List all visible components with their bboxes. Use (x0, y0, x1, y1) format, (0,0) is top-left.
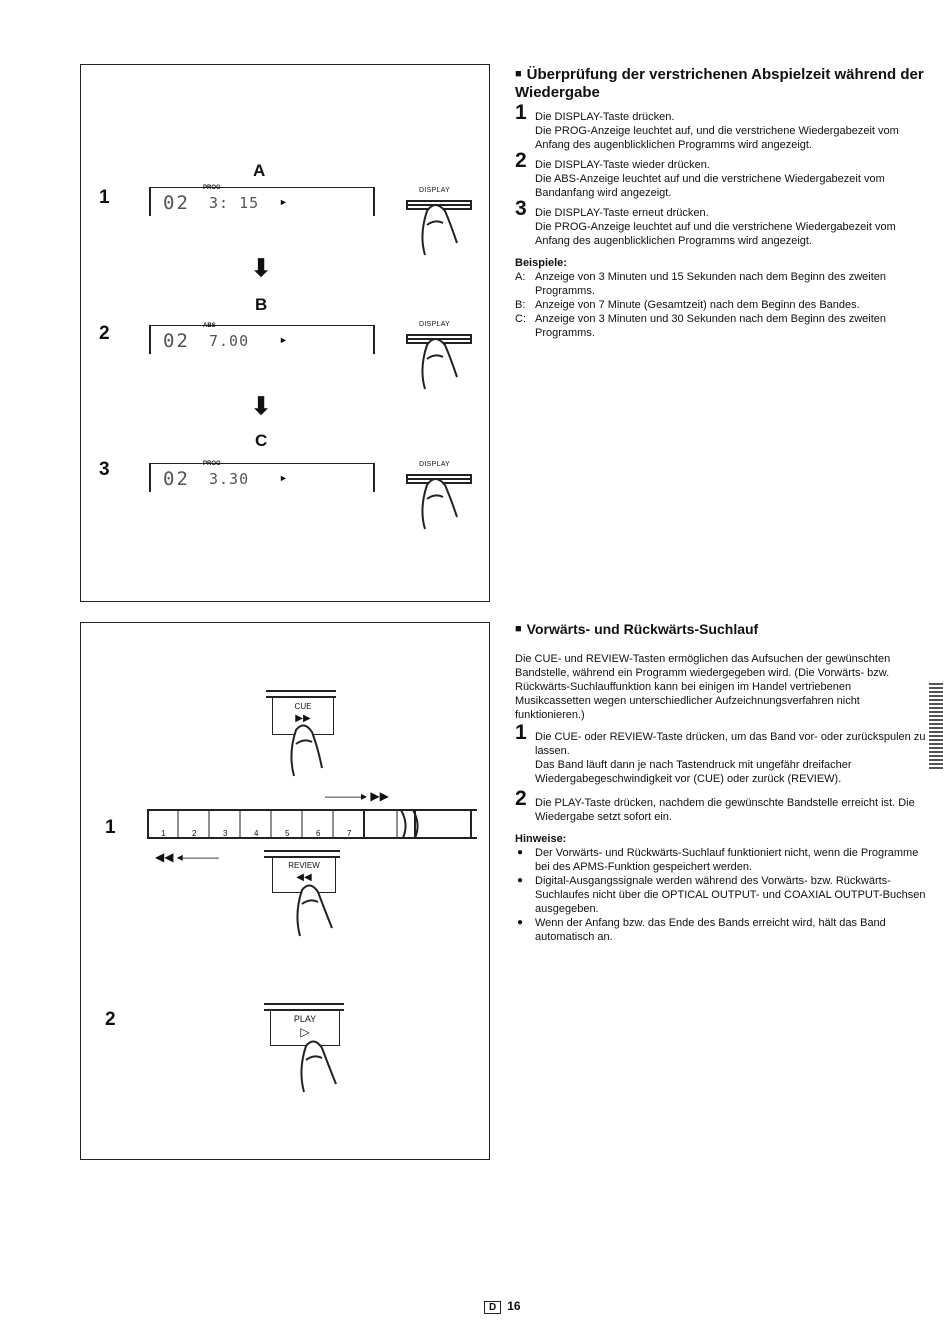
figure-step-3: 3 (99, 459, 110, 480)
section-title: Überprüfung der verstrichenen Abspielzeit während der Wiedergabe (515, 66, 924, 101)
tape-number: 3 (223, 829, 228, 838)
row-letter-c: C (255, 431, 268, 450)
arrow-down-icon: ⬇ (251, 393, 272, 420)
step-result: Die PROG-Anzeige leuchtet auf, und die verstrichene Wiedergabezeit vom Anfang des augenblicklichen Programms wird angezeigt. (535, 125, 899, 151)
examples-label: Beispiele: (515, 257, 567, 269)
example-item (515, 270, 927, 298)
figure-step-2: 2 (105, 1009, 116, 1030)
lcd-time: 3.30 (209, 470, 250, 488)
fast-forward-icon: ▶▶ (295, 713, 311, 724)
section-intro: Die CUE- und REVIEW-Tasten ermöglichen das Aufsuchen der gewünschten Bandstelle, während ein Programm wiedergegeben wird. (Die Vorwärts- bzw. Rückwärts-Suchlauffunktion kann bei einigen im Handel vertriebenen Musikcassetten wegen unterschiedlicher Aufzeichnungsverfahren nicht funktionieren.) (515, 653, 891, 721)
display-button-label: DISPLAY (419, 321, 451, 328)
finger-pressing-icon (286, 718, 326, 778)
play-button-label: PLAY (293, 1014, 317, 1024)
step-action: Die PLAY-Taste drücken, nachdem die gewünschte Bandstelle erreicht ist. Die Wiedergabe setzt sofort ein. (535, 797, 915, 823)
margin-bar-marks (929, 683, 943, 771)
step-number: 3 (515, 197, 527, 220)
section-elapsed-time (515, 65, 927, 340)
row-letter-b: B (255, 295, 268, 314)
step-result: Das Band läuft dann je nach Tastendruck mit ungefähr dreifacher Wiedergabegeschwindigkeit vor (CUE) oder zurück (REVIEW). (535, 759, 852, 785)
example-item (515, 298, 927, 312)
section-search (515, 620, 927, 944)
instruction-step (515, 197, 927, 248)
figure-step-2: 2 (99, 323, 110, 344)
step-action: Die DISPLAY-Taste drücken. (535, 111, 675, 123)
finger-pressing-icon (290, 876, 338, 938)
play-indicator-icon: ► (279, 335, 288, 345)
figure-display-steps (80, 64, 490, 602)
step-result: Die PROG-Anzeige leuchtet auf und die verstrichene Wiedergabezeit vom Anfang des augenblicklichen Programms wird angezeigt. (535, 221, 896, 247)
lcd-time: 7.00 (209, 332, 250, 350)
play-icon: ▷ (300, 1025, 310, 1039)
note-item: ● Der Vorwärts- und Rückwärts-Suchlauf funktioniert nicht, wenn die Programme bei des APMS-Funktion gespeichert werden. (535, 846, 927, 874)
finger-pressing-icon (405, 329, 475, 401)
step-action: Die CUE- oder REVIEW-Taste drücken, um das Band vor- oder zurückspulen zu lassen. (535, 731, 926, 757)
example-key: A: (515, 271, 526, 283)
figure-step-1: 1 (99, 187, 110, 208)
step-action: Die DISPLAY-Taste wieder drücken. (535, 159, 710, 171)
step-number: 2 (515, 787, 527, 810)
instruction-step (515, 787, 927, 824)
lcd-program-number: 02 (163, 192, 190, 214)
lcd-program-number: 02 (163, 468, 190, 490)
section-heading (515, 620, 927, 638)
lcd-indicator: PROG (203, 185, 221, 191)
note-item: ● Digital-Ausgangssignale werden während des Vorwärts- bzw. Rückwärts-Suchlaufes nicht über die OPTICAL OUTPUT- und COAXIAL OUTPUT-Buchsen ausgegeben. (535, 874, 927, 916)
arrow-down-icon: ⬇ (251, 255, 272, 282)
language-badge: D (484, 1301, 501, 1314)
tape-number: 6 (316, 829, 321, 838)
lcd-indicator: ABS (203, 323, 216, 329)
review-button-label: REVIEW (288, 861, 320, 870)
step-number: 1 (515, 101, 527, 124)
step-action: Die DISPLAY-Taste erneut drücken. (535, 207, 709, 219)
square-bullet-icon: ■ (515, 623, 522, 635)
tape-strip (147, 808, 477, 842)
instruction-step (515, 101, 927, 152)
tape-number: 7 (347, 829, 352, 838)
notes-list (515, 846, 927, 944)
tape-number: 4 (254, 829, 259, 838)
section-title: Vorwärts- und Rückwärts-Suchlauf (526, 621, 759, 637)
example-item (515, 312, 927, 340)
example-key: C: (515, 313, 526, 325)
lcd-program-number: 02 (163, 330, 190, 352)
forward-arrow-icon: ———▸ ▶▶ (325, 789, 389, 803)
figure-step-1: 1 (105, 817, 116, 838)
notes-label: Hinweise: (515, 833, 567, 845)
lcd-time: 3: 15 (209, 194, 260, 212)
tape-number: 1 (161, 829, 166, 838)
lcd-indicator: PROG (203, 461, 221, 467)
note-item: ● Wenn der Anfang bzw. das Ende des Bands erreicht wird, hält das Band automatisch an. (535, 916, 927, 944)
tape-number: 5 (285, 829, 290, 838)
step-number: 2 (515, 149, 527, 172)
step-result: Die ABS-Anzeige leuchtet auf und die verstrichene Wiedergabezeit vom Bandanfang wird angezeigt. (535, 173, 885, 199)
finger-pressing-icon (294, 1032, 342, 1094)
lcd-display-b (149, 325, 375, 354)
cue-button-label: CUE (294, 702, 312, 711)
finger-pressing-icon (405, 469, 475, 541)
step-number: 1 (515, 721, 527, 744)
lcd-display-a (149, 187, 375, 216)
lcd-display-c (149, 463, 375, 492)
example-text: Anzeige von 7 Minute (Gesamtzeit) nach dem Beginn des Bandes. (535, 299, 860, 311)
square-bullet-icon: ■ (515, 68, 522, 80)
tape-number: 2 (192, 829, 197, 838)
rewind-icon: ◀◀ (296, 872, 312, 883)
example-key: B: (515, 299, 526, 311)
instruction-step (515, 721, 927, 786)
example-text: Anzeige von 3 Minuten und 30 Sekunden nach dem Beginn des zweiten Programms. (535, 313, 887, 339)
play-indicator-icon: ► (279, 473, 288, 483)
finger-pressing-icon (405, 195, 475, 267)
section-heading (515, 65, 927, 102)
example-text: Anzeige von 3 Minuten und 15 Sekunden nach dem Beginn des zweiten Programms. (535, 271, 887, 297)
instruction-step (515, 149, 927, 200)
rewind-arrow-icon: ◀◀ ◂——— (155, 850, 219, 864)
display-button-label: DISPLAY (419, 187, 451, 194)
page-number: 16 (507, 1299, 521, 1313)
display-button-label: DISPLAY (419, 461, 451, 468)
row-letter-a: A (253, 161, 266, 180)
play-indicator-icon: ► (279, 197, 288, 207)
page-footer (484, 1299, 521, 1313)
